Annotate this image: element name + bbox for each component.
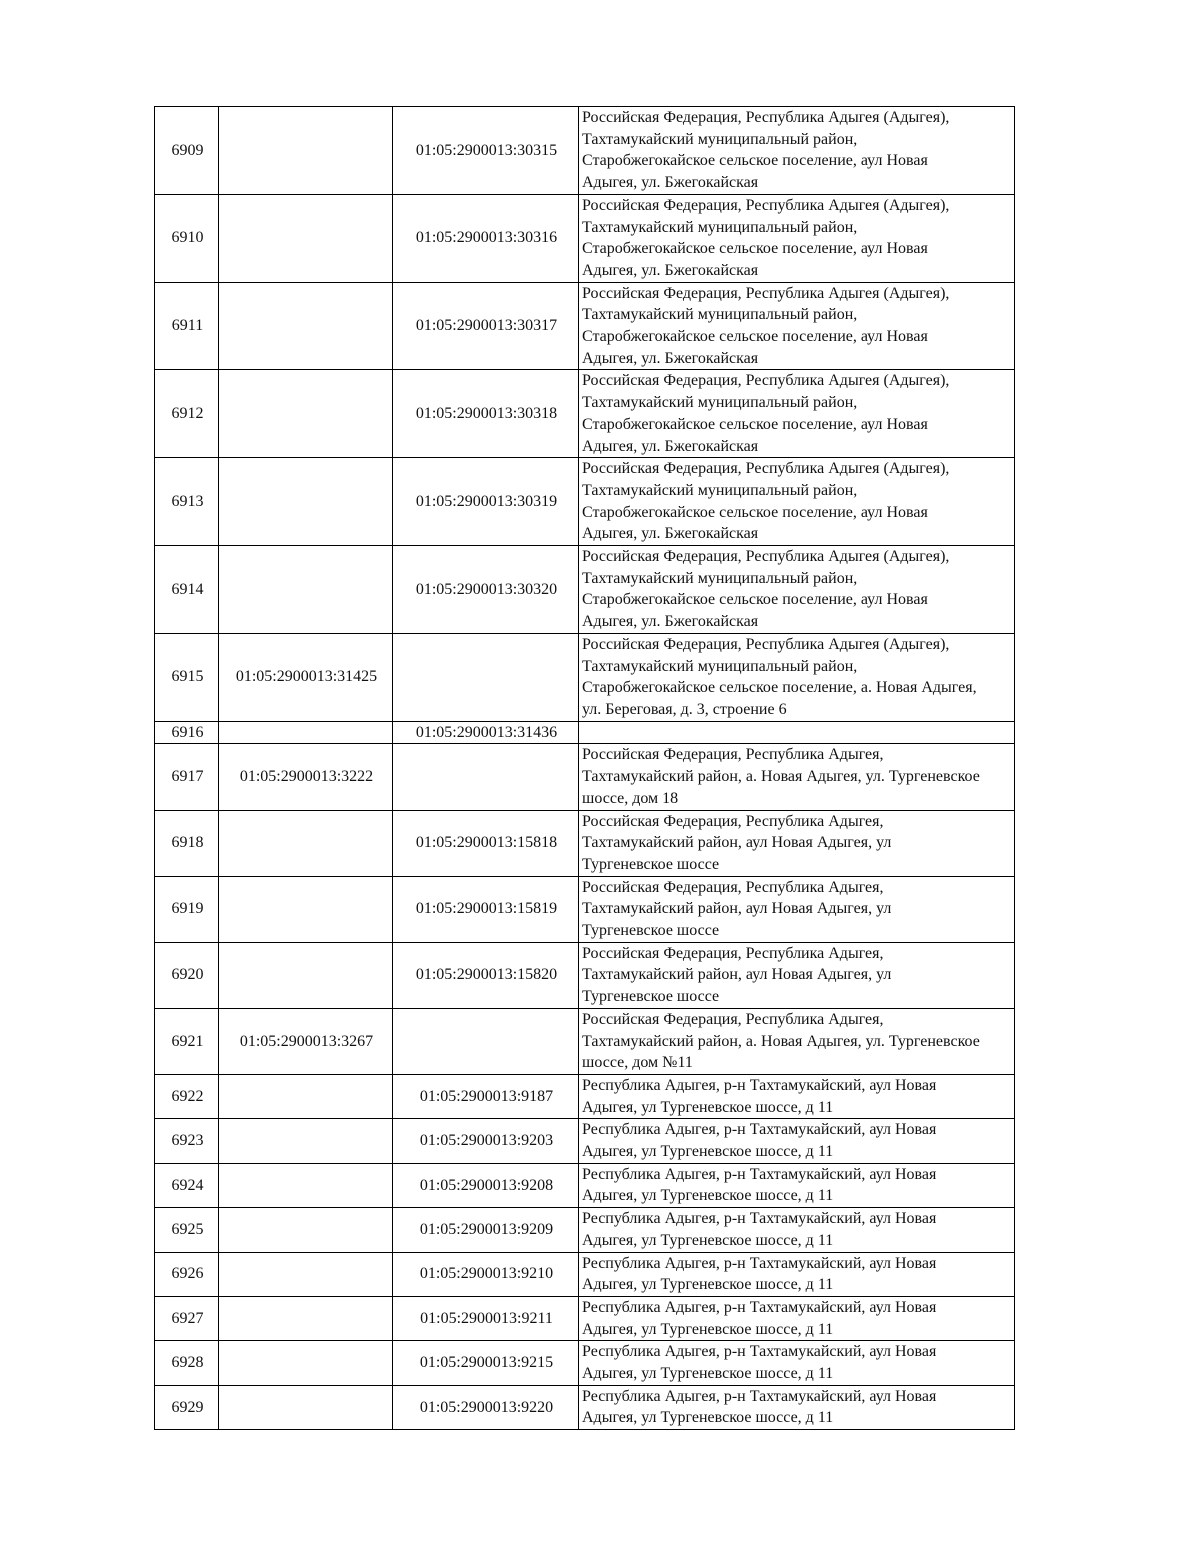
- address-line: Республика Адыгея, р-н Тахтамукайский, аул Новая: [582, 1298, 937, 1316]
- address-line: Адыгея, ул. Бжегокайская: [582, 349, 759, 367]
- table-row: [155, 282, 1015, 370]
- address-line: Адыгея, ул. Бжегокайская: [582, 525, 759, 543]
- row-number-cell: 6926: [155, 1252, 219, 1296]
- address-cell: [579, 282, 1015, 370]
- cadastral-number-building-cell: [219, 1341, 393, 1385]
- cadastral-number-building-cell: [219, 1074, 393, 1118]
- row-number-cell: 6927: [155, 1296, 219, 1340]
- table-row: [155, 1296, 1015, 1340]
- address-line: Тахтамукайский район, аул Новая Адыгея, ул: [582, 900, 892, 918]
- address-cell: [579, 370, 1015, 458]
- cadastral-number-building-cell: [219, 1252, 393, 1296]
- address-line: Старобжегокайское сельское поселение, аул Новая: [582, 415, 928, 433]
- address-line: Тахтамукайский муниципальный район,: [582, 306, 858, 324]
- cadastral-number-building-cell: [219, 1208, 393, 1252]
- table-row: [155, 1252, 1015, 1296]
- cadastral-number-premises-cell: 01:05:2900013:30319: [393, 458, 579, 546]
- address-line: Адыгея, ул Тургеневское шоссе, д 11: [582, 1187, 834, 1205]
- table-row: [155, 1341, 1015, 1385]
- row-number-cell: 6920: [155, 942, 219, 1008]
- table-row: [155, 633, 1015, 721]
- address-line: Российская Федерация, Республика Адыгея (Адыгея),: [582, 284, 950, 302]
- address-cell: [579, 1208, 1015, 1252]
- address-line: Тахтамукайский район, аул Новая Адыгея, ул: [582, 834, 892, 852]
- row-number-cell: 6912: [155, 370, 219, 458]
- address-line: Тахтамукайский муниципальный район,: [582, 657, 858, 675]
- address-cell: [579, 458, 1015, 546]
- cadastral-number-building-cell: 01:05:2900013:3267: [219, 1008, 393, 1074]
- row-number-cell: 6925: [155, 1208, 219, 1252]
- cadastral-number-premises-cell: 01:05:2900013:9210: [393, 1252, 579, 1296]
- table-row: [155, 194, 1015, 282]
- address-cell: [579, 942, 1015, 1008]
- cadastral-number-premises-cell: [393, 744, 579, 810]
- address-line: Российская Федерация, Республика Адыгея (Адыгея),: [582, 460, 950, 478]
- address-line: шоссе, дом №11: [582, 1054, 693, 1072]
- row-number-cell: 6928: [155, 1341, 219, 1385]
- address-line: Тахтамукайский муниципальный район,: [582, 394, 858, 412]
- cadastral-number-premises-cell: [393, 633, 579, 721]
- cadastral-number-building-cell: [219, 1385, 393, 1429]
- address-line: Тахтамукайский район, аул Новая Адыгея, ул: [582, 966, 892, 984]
- cadastral-number-premises-cell: 01:05:2900013:30317: [393, 282, 579, 370]
- address-line: Старобжегокайское сельское поселение, а. Новая Адыгея,: [582, 679, 977, 697]
- table-row: [155, 942, 1015, 1008]
- table-row: [155, 1074, 1015, 1118]
- row-number-cell: 6929: [155, 1385, 219, 1429]
- row-number-cell: 6916: [155, 721, 219, 744]
- address-line: Адыгея, ул Тургеневское шоссе, д 11: [582, 1098, 834, 1116]
- cadastral-number-premises-cell: 01:05:2900013:15818: [393, 810, 579, 876]
- cadastral-number-premises-cell: 01:05:2900013:9209: [393, 1208, 579, 1252]
- row-number-cell: 6922: [155, 1074, 219, 1118]
- table-row: [155, 1208, 1015, 1252]
- table-row: [155, 810, 1015, 876]
- address-line: Российская Федерация, Республика Адыгея,: [582, 878, 884, 896]
- address-cell: [579, 1074, 1015, 1118]
- address-line: Тахтамукайский муниципальный район,: [582, 481, 858, 499]
- cadastral-number-building-cell: [219, 546, 393, 634]
- row-number-cell: 6923: [155, 1119, 219, 1163]
- address-cell: [579, 810, 1015, 876]
- row-number-cell: 6914: [155, 546, 219, 634]
- cadastral-number-building-cell: [219, 194, 393, 282]
- table-row: [155, 744, 1015, 810]
- cadastral-number-building-cell: [219, 1296, 393, 1340]
- address-line: Республика Адыгея, р-н Тахтамукайский, аул Новая: [582, 1121, 937, 1139]
- cadastral-number-building-cell: [219, 1163, 393, 1207]
- address-line: Республика Адыгея, р-н Тахтамукайский, аул Новая: [582, 1165, 937, 1183]
- address-line: Адыгея, ул Тургеневское шоссе, д 11: [582, 1143, 834, 1161]
- cadastral-number-building-cell: 01:05:2900013:3222: [219, 744, 393, 810]
- cadastral-number-premises-cell: 01:05:2900013:30316: [393, 194, 579, 282]
- address-line: Тахтамукайский район, а. Новая Адыгея, ул. Тургеневское: [582, 1032, 980, 1050]
- address-line: Российская Федерация, Республика Адыгея (Адыгея),: [582, 635, 950, 653]
- cadastral-number-premises-cell: 01:05:2900013:9187: [393, 1074, 579, 1118]
- address-line: Старобжегокайское сельское поселение, аул Новая: [582, 591, 928, 609]
- address-line: Тургеневское шоссе: [582, 922, 720, 940]
- table-row: [155, 1008, 1015, 1074]
- cadastral-number-building-cell: [219, 282, 393, 370]
- address-line: Российская Федерация, Республика Адыгея,: [582, 1010, 884, 1028]
- row-number-cell: 6921: [155, 1008, 219, 1074]
- table-row: [155, 1163, 1015, 1207]
- address-line: Российская Федерация, Республика Адыгея (Адыгея),: [582, 372, 950, 390]
- address-line: Республика Адыгея, р-н Тахтамукайский, аул Новая: [582, 1343, 937, 1361]
- table-row: [155, 1119, 1015, 1163]
- row-number-cell: 6913: [155, 458, 219, 546]
- cadastral-number-building-cell: [219, 458, 393, 546]
- cadastral-number-premises-cell: 01:05:2900013:15820: [393, 942, 579, 1008]
- address-line: Республика Адыгея, р-н Тахтамукайский, аул Новая: [582, 1387, 937, 1405]
- address-cell: [579, 1296, 1015, 1340]
- table-row: [155, 107, 1015, 195]
- address-line: Российская Федерация, Республика Адыгея,: [582, 746, 884, 764]
- cadastral-number-premises-cell: 01:05:2900013:9211: [393, 1296, 579, 1340]
- address-line: Российская Федерация, Республика Адыгея,: [582, 812, 884, 830]
- row-number-cell: 6918: [155, 810, 219, 876]
- cadastral-number-building-cell: [219, 107, 393, 195]
- address-line: Адыгея, ул Тургеневское шоссе, д 11: [582, 1409, 834, 1427]
- table-row: [155, 370, 1015, 458]
- address-cell: [579, 1008, 1015, 1074]
- address-line: Адыгея, ул Тургеневское шоссе, д 11: [582, 1231, 834, 1249]
- address-line: Российская Федерация, Республика Адыгея (Адыгея),: [582, 196, 950, 214]
- row-number-cell: 6910: [155, 194, 219, 282]
- address-line: Тургеневское шоссе: [582, 988, 720, 1006]
- cadastral-number-building-cell: [219, 942, 393, 1008]
- row-number-cell: 6924: [155, 1163, 219, 1207]
- table-row: [155, 876, 1015, 942]
- cadastral-number-building-cell: [219, 876, 393, 942]
- address-line: ул. Береговая, д. 3, строение 6: [582, 700, 787, 718]
- cadastral-number-premises-cell: 01:05:2900013:9215: [393, 1341, 579, 1385]
- cadastral-number-building-cell: [219, 1119, 393, 1163]
- cadastral-number-building-cell: [219, 721, 393, 744]
- address-line: Тахтамукайский муниципальный район,: [582, 218, 858, 236]
- address-cell: [579, 1163, 1015, 1207]
- address-cell: [579, 744, 1015, 810]
- registry-table-body: [155, 107, 1015, 1430]
- cadastral-number-building-cell: 01:05:2900013:31425: [219, 633, 393, 721]
- address-cell: [579, 721, 1015, 744]
- address-cell: [579, 1252, 1015, 1296]
- address-line: Старобжегокайское сельское поселение, аул Новая: [582, 328, 928, 346]
- cadastral-number-premises-cell: [393, 1008, 579, 1074]
- cadastral-number-premises-cell: 01:05:2900013:30320: [393, 546, 579, 634]
- address-line: Адыгея, ул. Бжегокайская: [582, 174, 759, 192]
- row-number-cell: 6915: [155, 633, 219, 721]
- cadastral-number-premises-cell: 01:05:2900013:15819: [393, 876, 579, 942]
- cadastral-number-premises-cell: 01:05:2900013:31436: [393, 721, 579, 744]
- address-line: Адыгея, ул Тургеневское шоссе, д 11: [582, 1276, 834, 1294]
- row-number-cell: 6917: [155, 744, 219, 810]
- registry-table: [154, 106, 1015, 1430]
- address-line: Российская Федерация, Республика Адыгея,: [582, 944, 884, 962]
- address-line: Адыгея, ул. Бжегокайская: [582, 261, 759, 279]
- address-line: Российская Федерация, Республика Адыгея (Адыгея),: [582, 548, 950, 566]
- cadastral-number-premises-cell: 01:05:2900013:30315: [393, 107, 579, 195]
- cadastral-number-building-cell: [219, 810, 393, 876]
- address-cell: [579, 546, 1015, 634]
- address-line: Тахтамукайский муниципальный район,: [582, 569, 858, 587]
- address-line: Адыгея, ул. Бжегокайская: [582, 437, 759, 455]
- address-cell: [579, 1119, 1015, 1163]
- address-line: Старобжегокайское сельское поселение, аул Новая: [582, 152, 928, 170]
- address-cell: [579, 1385, 1015, 1429]
- address-line: Тахтамукайский муниципальный район,: [582, 130, 858, 148]
- table-row: [155, 721, 1015, 744]
- address-line: Республика Адыгея, р-н Тахтамукайский, аул Новая: [582, 1254, 937, 1272]
- address-line: Старобжегокайское сельское поселение, аул Новая: [582, 240, 928, 258]
- address-line: шоссе, дом 18: [582, 789, 679, 807]
- address-line: Адыгея, ул. Бжегокайская: [582, 613, 759, 631]
- address-line: Российская Федерация, Республика Адыгея (Адыгея),: [582, 109, 950, 126]
- address-line: Адыгея, ул Тургеневское шоссе, д 11: [582, 1320, 834, 1338]
- row-number-cell: 6909: [155, 107, 219, 195]
- cadastral-number-premises-cell: 01:05:2900013:30318: [393, 370, 579, 458]
- address-line: Адыгея, ул Тургеневское шоссе, д 11: [582, 1365, 834, 1383]
- row-number-cell: 6919: [155, 876, 219, 942]
- table-row: [155, 546, 1015, 634]
- cadastral-number-premises-cell: 01:05:2900013:9203: [393, 1119, 579, 1163]
- table-row: [155, 1385, 1015, 1429]
- table-row: [155, 458, 1015, 546]
- address-cell: [579, 1341, 1015, 1385]
- address-line: Республика Адыгея, р-н Тахтамукайский, аул Новая: [582, 1210, 937, 1228]
- cadastral-number-building-cell: [219, 370, 393, 458]
- address-line: Старобжегокайское сельское поселение, аул Новая: [582, 503, 928, 521]
- row-number-cell: 6911: [155, 282, 219, 370]
- address-line: Тургеневское шоссе: [582, 855, 720, 873]
- cadastral-number-premises-cell: 01:05:2900013:9208: [393, 1163, 579, 1207]
- address-line: Тахтамукайский район, а. Новая Адыгея, ул. Тургеневское: [582, 768, 980, 786]
- address-cell: [579, 633, 1015, 721]
- cadastral-number-premises-cell: 01:05:2900013:9220: [393, 1385, 579, 1429]
- address-cell: [579, 194, 1015, 282]
- address-cell: [579, 876, 1015, 942]
- address-cell: [579, 107, 1015, 195]
- address-line: Республика Адыгея, р-н Тахтамукайский, аул Новая: [582, 1076, 937, 1094]
